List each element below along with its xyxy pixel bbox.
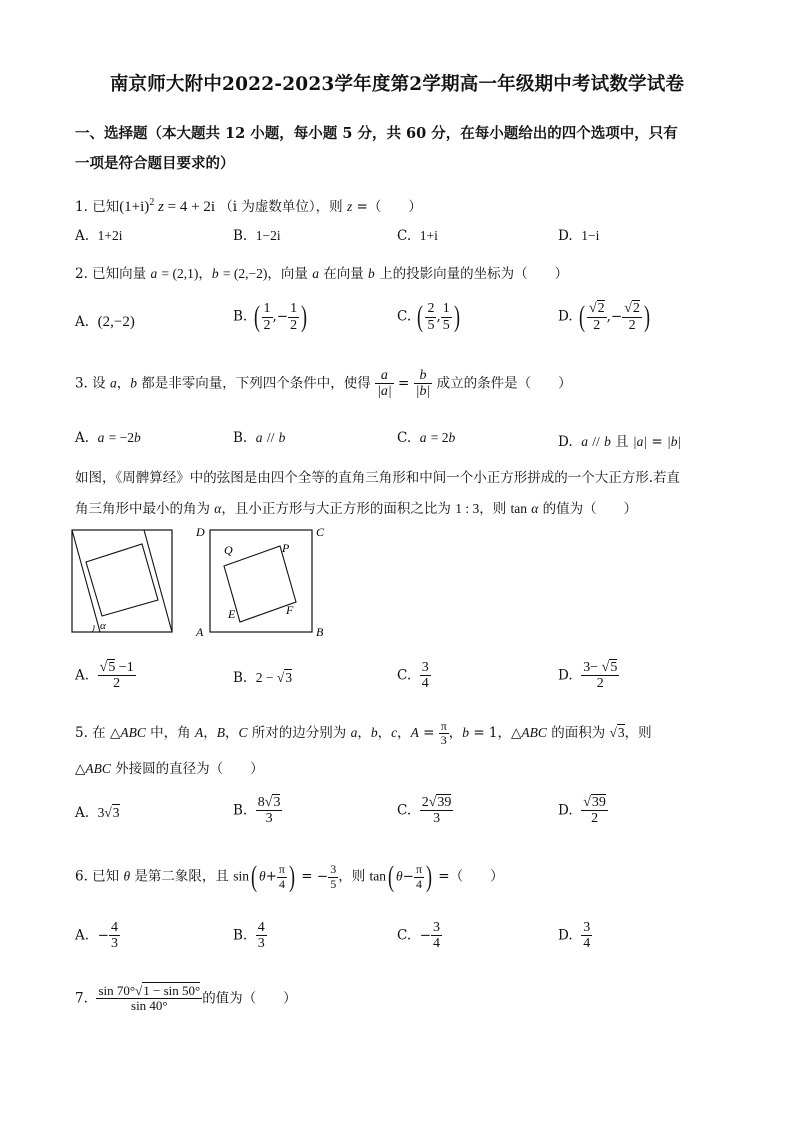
label-c: C — [316, 525, 325, 539]
question-2-option-d[interactable]: D. ( $\frac{√2}{2}$ ,− $\frac{√2}{2}$ ) — [558, 300, 650, 333]
question-6-option-d[interactable]: D. $\frac{3}{4}$ — [558, 920, 591, 952]
label-q: Q — [224, 543, 233, 557]
question-4-option-b[interactable]: B. 2 − √3 — [233, 670, 293, 686]
section-heading-line2: 一项是符合题目要求的） — [75, 155, 235, 172]
question-6-option-a[interactable]: A. − $\frac{4}{3}$ — [75, 920, 118, 952]
question-7-stem: 7. $\frac{\sin 70^\circ√1 - \sin 50^\circ}{\sin 40^\circ}$ 的值为（ ） — [75, 983, 297, 1014]
question-2-stem: 2. 已知向量 a = (2,1)，b = (2,−2)，向量 a 在向量 b 上的投影向量的坐标为（ ） — [75, 266, 569, 282]
question-4-option-a[interactable]: A. $\frac{√5 -1}{2}$ — [75, 660, 134, 692]
question-1-option-a[interactable]: A. 1+2i — [75, 228, 123, 244]
question-5-option-d[interactable]: D. $\frac{√39}{2}$ — [558, 795, 606, 827]
question-5-option-c[interactable]: C. $\frac{2√39}{3}$ — [397, 795, 452, 827]
question-4-option-c[interactable]: C. $\frac{3}{4}$ — [397, 660, 429, 692]
question-1-option-c[interactable]: C. 1+i — [397, 228, 438, 244]
question-2-option-c[interactable]: C. ( $\frac{2}{5}$ , $\frac{1}{5}$ ) — [397, 300, 460, 333]
question-1-option-d[interactable]: D. 1−i — [558, 228, 600, 244]
question-5-option-b[interactable]: B. $\frac{8√3}{3}$ — [233, 795, 281, 827]
question-2-option-a[interactable]: A. (2,−2) — [75, 314, 135, 330]
alpha-label: α — [100, 620, 106, 632]
question-3-option-d[interactable]: D. a // b 且 |a| = |b| — [558, 434, 682, 450]
label-b: B — [316, 625, 324, 639]
question-6-stem: 6. 已知 θ 是第二象限，且 sin( θ+ $\frac{\pi}{4}$ ) = − $\frac{3}{5}$ ，则 tan( θ− $\frac{\pi}{4}$ ) =（ ） — [75, 860, 504, 893]
label-a: A — [196, 625, 204, 639]
question-1-stem: 1. 已知$(1+i)^2$ z = 4 + 2i （i 为虚数单位），则 z =（ ） — [75, 197, 422, 215]
question-1-option-b[interactable]: B. 1−2i — [233, 228, 281, 244]
label-f: F — [286, 603, 294, 617]
figure-right-diagram — [192, 522, 334, 640]
question-3-stem: 3. 设 a，b 都是非零向量，下列四个条件中，使得 $\frac{a}{|a|}$ = $\frac{b}{|b|}$ 成立的条件是（ ） — [75, 368, 572, 400]
page-title: 南京师大附中2022-2023学年度第2学期高一年级期中考试数学试卷 — [109, 74, 685, 95]
figure-left-diagram — [70, 528, 180, 638]
label-d: D — [196, 525, 205, 539]
question-5-stem-line2: △ABC 外接圆的直径为（ ） — [75, 761, 264, 777]
question-3-option-b[interactable]: B. a // b — [233, 430, 286, 446]
question-4-stem-line1: 如图，《周髀算经》中的弦图是由四个全等的直角三角形和中间一个小正方形拼成的一个大正方形.若直 — [75, 470, 681, 486]
question-3-option-c[interactable]: C. a = 2b — [397, 430, 456, 446]
question-4-stem-line2: 角三角形中最小的角为 α，且小正方形与大正方形的面积之比为 1 : 3，则 tan α 的值为（ ） — [75, 501, 638, 517]
section-heading-line1: 一、选择题（本大题共 12 小题，每小题 5 分，共 60 分，在每小题给出的四个选项中，只有 — [75, 125, 678, 142]
question-5-option-a[interactable]: A. 3√3 — [75, 805, 120, 821]
question-5-stem-line1: 5. 在 △ABC 中，角 A，B，C 所对的边分别为 a，b，c，A = $\frac{\pi}{3}$ ，b = 1，△ABC 的面积为 √3，则 — [75, 719, 652, 748]
question-2-option-b[interactable]: B. ( $\frac{1}{2}$ ,− $\frac{1}{2}$ ) — [233, 300, 308, 333]
label-e: E — [228, 607, 236, 621]
question-4-option-d[interactable]: D. $\frac{3- √5}{2}$ — [558, 660, 618, 692]
question-6-option-b[interactable]: B. $\frac{4}{3}$ — [233, 920, 265, 952]
question-6-option-c[interactable]: C. − $\frac{3}{4}$ — [397, 920, 441, 952]
question-3-option-a[interactable]: A. a = −2b — [75, 430, 141, 446]
label-p: P — [282, 541, 290, 555]
